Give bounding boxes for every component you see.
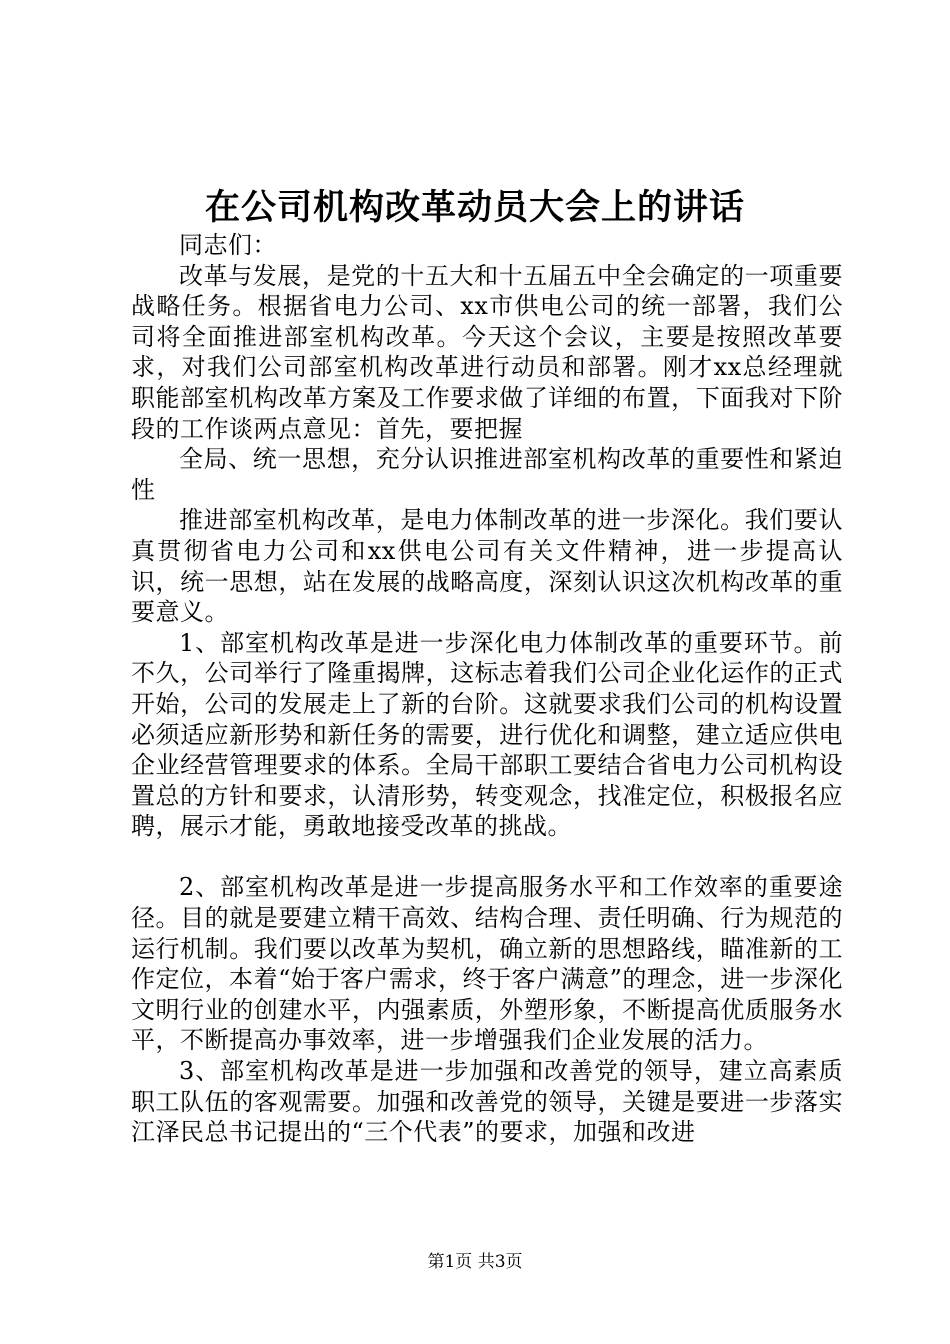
salutation: 同志们： bbox=[179, 231, 277, 259]
paragraph-heading-1: 全局、统一思想，充分认识推进部室机构改革的重要性和紧迫性 bbox=[131, 445, 843, 504]
paragraph-point-1: 1、部室机构改革是进一步深化电力体制改革的重要环节。前不久，公司举行了隆重揭牌，这标志着我们公司企业化运作的正式开始，公司的发展走上了新的台阶。这就要求我们公司的机构设置必须适应新形势和新任务的需要，进行优化和调整，建立适应供电企业经营管理要求的体系。全局干部职工要结合省电力公司机构设置总的方针和要求，认清形势，转变观念，找准定位，积极报名应聘，展示才能，勇敢地接受改革的挑战。 bbox=[131, 628, 843, 841]
page-number-footer: 第1页 共3页 bbox=[427, 1252, 523, 1272]
paragraph-point-2: 2、部室机构改革是进一步提高服务水平和工作效率的重要途径。目的就是要建立精干高效、结构合理、责任明确、行为规范的运行机制。我们要以改革为契机，确立新的思想路线，瞄准新的工作定位，本着“始于客户需求，终于客户满意”的理念，进一步深化文明行业的创建水平，内强素质，外塑形象，不断提高优质服务水平，不断提高办事效率，进一步增强我们企业发展的活力。 bbox=[131, 873, 843, 1055]
paragraph-reform-deepening: 推进部室机构改革，是电力体制改革的进一步深化。我们要认真贯彻省电力公司和xx供电公司有关文件精神，进一步提高认识，统一思想，站在发展的战略高度，深刻认识这次机构改革的重要意义。 bbox=[131, 506, 843, 627]
document-title: 在公司机构改革动员大会上的讲话 bbox=[204, 187, 745, 228]
paragraph-point-3: 3、部室机构改革是进一步加强和改善党的领导，建立高素质职工队伍的客观需要。加强和改善党的领导，关键是要进一步落实江泽民总书记提出的“三个代表”的要求，加强和改进 bbox=[131, 1057, 843, 1147]
document-body bbox=[131, 230, 843, 1148]
paragraph-intro: 改革与发展，是党的十五大和十五届五中全会确定的一项重要战略任务。根据省电力公司、xx市供电公司的统一部署，我们公司将全面推进部室机构改革。今天这个会议，主要是按照改革要求，对我们公司部室机构改革进行动员和部署。刚才xx总经理就职能部室机构改革方案及工作要求做了详细的布置，下面我对下阶段的工作谈两点意见：首先，要把握 bbox=[131, 261, 843, 443]
